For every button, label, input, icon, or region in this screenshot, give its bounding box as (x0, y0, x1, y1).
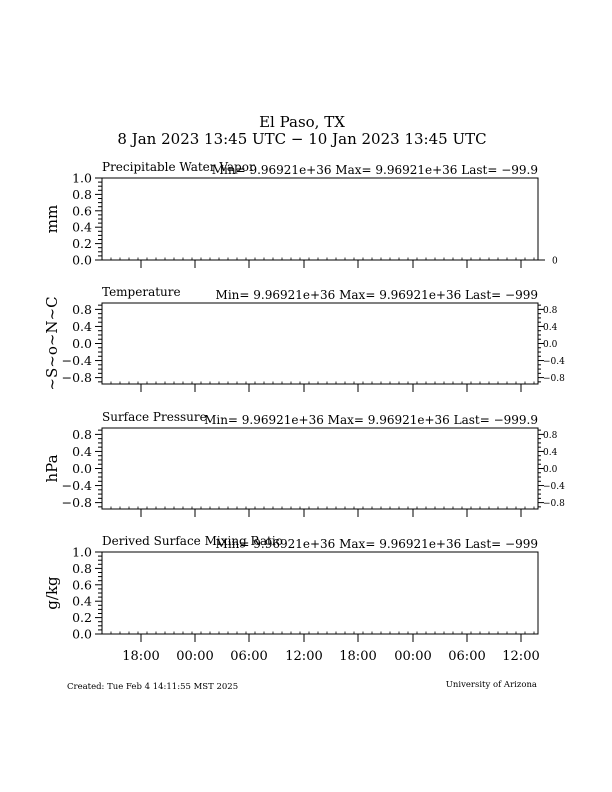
right-tick-label: 0.0 (543, 465, 558, 475)
x-tick-label: 06:00 (230, 649, 268, 664)
y-tick-label: 0.6 (72, 203, 92, 219)
panel-stats: Min= 9.96921e+36 Max= 9.96921e+36 Last= −999.9 (204, 413, 538, 427)
plot-frame (102, 552, 538, 634)
y-tick-label: 0.0 (72, 626, 92, 642)
y-tick-label: −0.4 (61, 478, 92, 494)
panel-title: Derived Surface Mixing Ratio (102, 534, 283, 548)
y-tick-label: 0.2 (72, 610, 92, 626)
y-tick-label: −0.8 (61, 495, 92, 511)
y-axis-label: ~S~o~N~C (43, 296, 61, 391)
y-tick-label: 0.8 (72, 186, 92, 202)
y-tick-label: 1.0 (72, 170, 92, 186)
y-tick-label: 0.8 (72, 560, 92, 576)
panel-title: Precipitable Water Vapor (102, 160, 255, 174)
y-axis-label: g/kg (43, 576, 61, 610)
y-tick-label: 0.8 (72, 426, 92, 442)
y-tick-label: 0.0 (72, 252, 92, 268)
y-tick-label: 0.2 (72, 236, 92, 252)
created-timestamp: Created: Tue Feb 4 14:11:55 MST 2025 (67, 682, 239, 692)
x-tick-label: 00:00 (176, 649, 214, 664)
panel-title: Temperature (102, 285, 181, 299)
panel-stats: Min= 9.96921e+36 Max= 9.96921e+36 Last= −999 (215, 537, 538, 551)
plot-frame (102, 178, 538, 260)
right-tick-label: −0.8 (543, 499, 565, 510)
y-axis-label: hPa (43, 454, 61, 483)
figure-title-time-range: 8 Jan 2023 13:45 UTC − 10 Jan 2023 13:45 UTC (117, 130, 487, 148)
x-tick-label: 00:00 (394, 649, 432, 664)
panel-stats: Min= 9.96921e+36 Max= 9.96921e+36 Last= −999 (215, 288, 538, 302)
right-tick-label: −0.4 (543, 482, 565, 493)
right-tick-label: −0.4 (543, 357, 565, 368)
right-tick-label: 0.8 (543, 430, 558, 441)
institution-credit: University of Arizona (445, 680, 537, 690)
right-tick-label: −0.8 (543, 374, 565, 385)
y-tick-label: −0.8 (61, 370, 92, 386)
y-tick-label: 0.4 (72, 443, 92, 459)
x-tick-label: 06:00 (448, 649, 486, 664)
y-tick-label: 0.4 (72, 593, 92, 609)
x-tick-label: 12:00 (502, 649, 540, 664)
x-tick-label: 12:00 (285, 649, 323, 664)
y-tick-label: −0.4 (61, 353, 92, 369)
y-axis-label: mm (43, 204, 61, 234)
chart-panel-1 (43, 160, 558, 268)
y-tick-label: 0.4 (72, 318, 92, 334)
chart-panel-2 (43, 285, 565, 392)
y-tick-label: 0.8 (72, 301, 92, 317)
chart-panels (43, 160, 565, 664)
plot-frame (102, 428, 538, 509)
figure-title-location: El Paso, TX (259, 113, 345, 131)
right-tick-label: 0.0 (543, 340, 558, 350)
y-tick-label: 0.0 (72, 461, 92, 476)
chart-panel-4 (43, 534, 538, 642)
x-tick-label: 18:00 (122, 649, 160, 664)
y-tick-label: 0.4 (72, 219, 92, 235)
chart-panel-3 (43, 410, 565, 517)
y-tick-label: 1.0 (72, 544, 92, 560)
x-tick-label: 18:00 (339, 649, 377, 664)
plot-frame (102, 303, 538, 384)
right-tick-label: 0.4 (543, 447, 558, 458)
y-tick-label: 0.0 (72, 336, 92, 351)
right-tick-label: 0 (552, 256, 558, 267)
y-tick-label: 0.6 (72, 577, 92, 593)
right-tick-label: 0.4 (543, 322, 558, 333)
panel-title: Surface Pressure (102, 410, 207, 424)
right-tick-label: 0.8 (543, 305, 558, 316)
panel-stats: Min= 9.96921e+36 Max= 9.96921e+36 Last= −99.9 (211, 163, 538, 177)
